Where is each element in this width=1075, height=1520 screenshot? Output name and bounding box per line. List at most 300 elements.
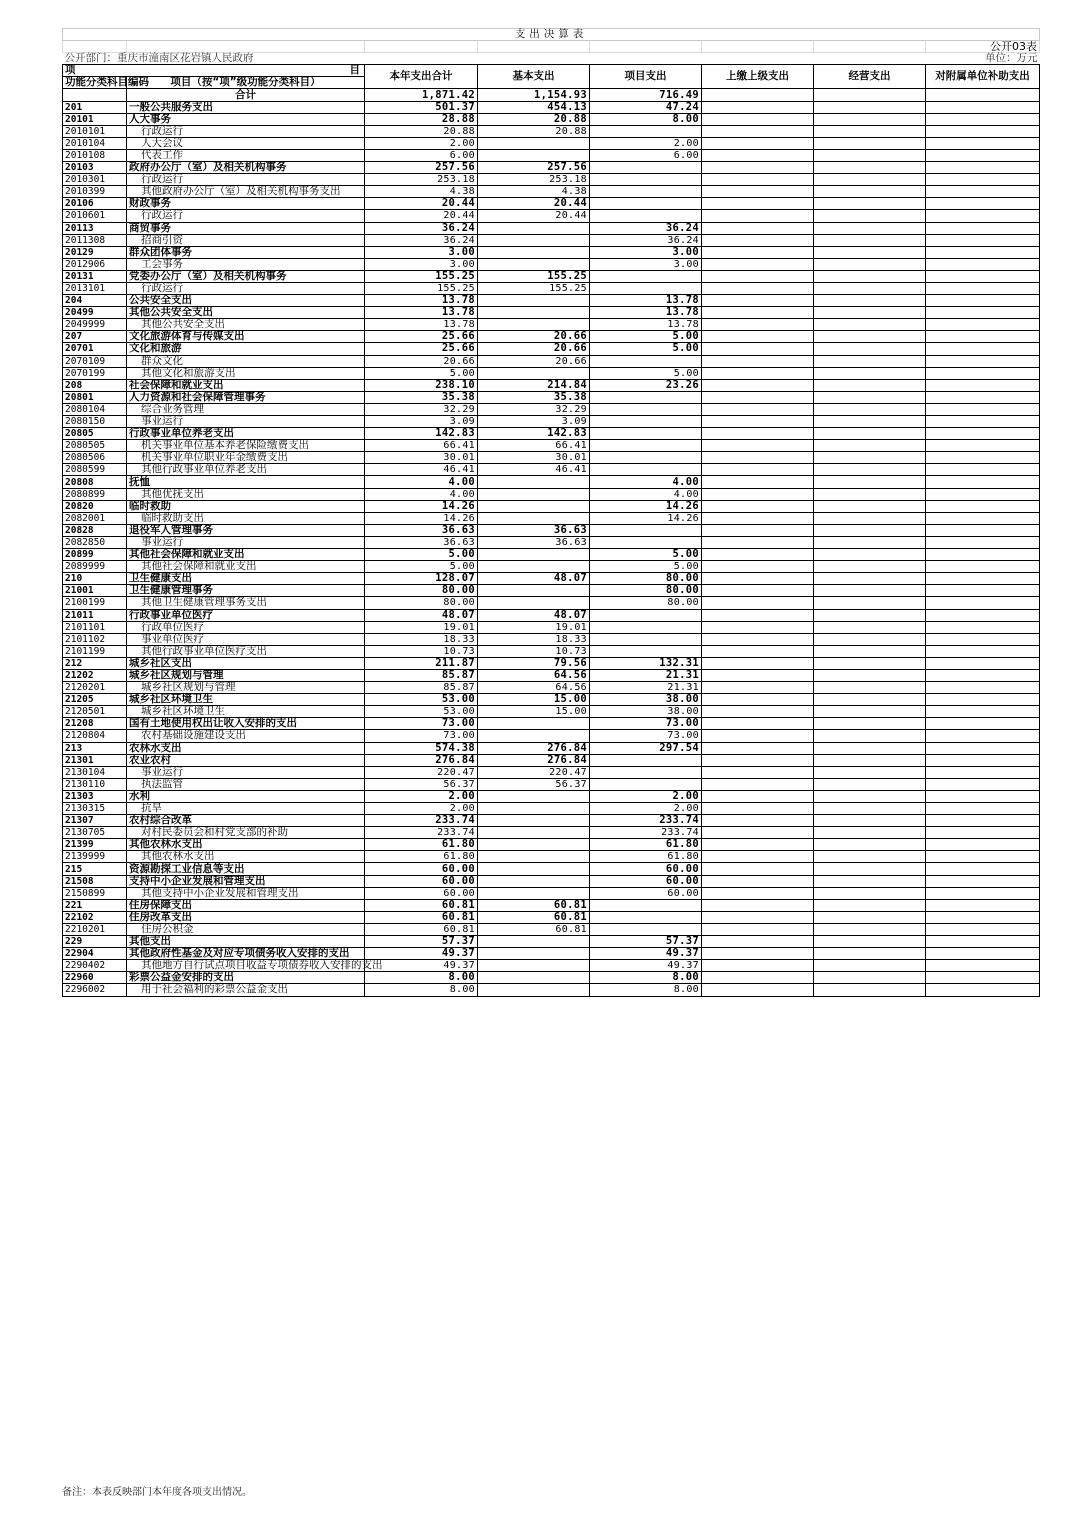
row-total: 80.00 — [365, 585, 478, 597]
header-col-business: 经营支出 — [814, 65, 926, 89]
row-empty-cell — [814, 500, 926, 512]
row-empty-cell — [814, 391, 926, 403]
row-code: 2130110 — [63, 778, 127, 790]
row-empty-cell — [702, 851, 814, 863]
row-code: 2120201 — [63, 682, 127, 694]
row-project — [590, 210, 702, 222]
row-name: 城乡社区规划与管理 — [127, 682, 365, 694]
row-name: 农林水支出 — [127, 742, 365, 754]
row-empty-cell — [926, 887, 1040, 899]
row-total: 4.00 — [365, 488, 478, 500]
row-name: 事业运行 — [127, 766, 365, 778]
row-name: 招商引资 — [127, 234, 365, 246]
row-basic: 142.83 — [478, 428, 590, 440]
row-empty-cell — [702, 282, 814, 294]
row-project: 36.24 — [590, 222, 702, 234]
row-project: 73.00 — [590, 718, 702, 730]
row-total: 49.37 — [365, 948, 478, 960]
row-name: 资源勘探工业信息等支出 — [127, 863, 365, 875]
row-total: 253.18 — [365, 174, 478, 186]
row-project — [590, 911, 702, 923]
row-project — [590, 355, 702, 367]
row-project — [590, 754, 702, 766]
row-code: 2010601 — [63, 210, 127, 222]
row-empty-cell — [926, 923, 1040, 935]
row-basic — [478, 258, 590, 270]
row-empty-cell — [926, 403, 1040, 415]
row-name: 其他农林水支出 — [127, 851, 365, 863]
row-code: 20129 — [63, 246, 127, 258]
row-basic: 4.38 — [478, 186, 590, 198]
row-empty-cell — [702, 742, 814, 754]
table-row — [63, 754, 1040, 766]
row-basic — [478, 500, 590, 512]
row-empty-cell — [926, 391, 1040, 403]
row-code: 229 — [63, 936, 127, 948]
row-project: 8.00 — [590, 113, 702, 125]
table-row — [63, 476, 1040, 488]
row-empty-cell — [814, 234, 926, 246]
row-empty-cell — [926, 125, 1040, 137]
row-empty-cell — [814, 803, 926, 815]
table-row — [63, 766, 1040, 778]
row-project: 73.00 — [590, 730, 702, 742]
row-basic — [478, 246, 590, 258]
row-total: 61.80 — [365, 851, 478, 863]
table-row — [63, 270, 1040, 282]
row-empty-cell — [926, 827, 1040, 839]
row-code: 210 — [63, 573, 127, 585]
row-empty-cell — [702, 754, 814, 766]
row-project: 13.78 — [590, 319, 702, 331]
row-empty-cell — [814, 174, 926, 186]
row-project: 21.31 — [590, 669, 702, 681]
row-empty-cell — [814, 936, 926, 948]
row-basic: 36.63 — [478, 536, 590, 548]
row-basic — [478, 730, 590, 742]
table-row — [63, 416, 1040, 428]
row-basic: 214.84 — [478, 379, 590, 391]
sheet-title: 支出决算表 — [63, 29, 1040, 41]
row-total: 233.74 — [365, 815, 478, 827]
table-row — [63, 524, 1040, 536]
row-code: 20103 — [63, 162, 127, 174]
row-project: 2.00 — [590, 790, 702, 802]
row-empty-cell — [926, 234, 1040, 246]
row-name: 其他社会保障和就业支出 — [127, 549, 365, 561]
row-code: 20499 — [63, 307, 127, 319]
row-total: 2.00 — [365, 790, 478, 802]
table-row — [63, 355, 1040, 367]
row-empty-cell — [814, 512, 926, 524]
row-empty-cell — [814, 488, 926, 500]
row-name: 临时救助支出 — [127, 512, 365, 524]
table-row — [63, 246, 1040, 258]
row-total: 73.00 — [365, 730, 478, 742]
row-project: 6.00 — [590, 149, 702, 161]
row-empty-cell — [926, 210, 1040, 222]
row-project: 38.00 — [590, 694, 702, 706]
row-name: 行政运行 — [127, 125, 365, 137]
row-total: 85.87 — [365, 682, 478, 694]
row-empty-cell — [926, 815, 1040, 827]
row-name: 其他行政事业单位养老支出 — [127, 464, 365, 476]
row-empty-cell — [702, 827, 814, 839]
row-basic — [478, 827, 590, 839]
row-empty-cell — [702, 512, 814, 524]
row-code: 2100199 — [63, 597, 127, 609]
row-empty-cell — [814, 270, 926, 282]
row-code: 2210201 — [63, 923, 127, 935]
row-code: 2080506 — [63, 452, 127, 464]
row-empty-cell — [702, 137, 814, 149]
row-empty-cell — [814, 621, 926, 633]
row-basic: 32.29 — [478, 403, 590, 415]
row-name: 机关事业单位职业年金缴费支出 — [127, 452, 365, 464]
row-total: 60.00 — [365, 863, 478, 875]
row-basic — [478, 972, 590, 984]
row-empty-cell — [814, 839, 926, 851]
row-empty-cell — [814, 911, 926, 923]
row-project — [590, 923, 702, 935]
row-name: 其他地方自行试点项目收益专项债券收入安排的支出 — [127, 960, 365, 972]
row-name: 城乡社区环境卫生 — [127, 706, 365, 718]
row-project — [590, 416, 702, 428]
header-col-basic: 基本支出 — [478, 65, 590, 89]
row-basic: 454.13 — [478, 101, 590, 113]
table-row — [63, 162, 1040, 174]
row-basic — [478, 295, 590, 307]
row-project: 13.78 — [590, 307, 702, 319]
table-row — [63, 101, 1040, 113]
row-basic: 79.56 — [478, 657, 590, 669]
row-empty-cell — [926, 549, 1040, 561]
row-empty-cell — [926, 984, 1040, 996]
row-total: 128.07 — [365, 573, 478, 585]
row-empty-cell — [926, 875, 1040, 887]
row-code: 21508 — [63, 875, 127, 887]
table-row — [63, 597, 1040, 609]
row-empty-cell — [814, 222, 926, 234]
row-empty-cell — [702, 839, 814, 851]
row-name: 财政事务 — [127, 198, 365, 210]
table-row — [63, 210, 1040, 222]
row-code: 21303 — [63, 790, 127, 802]
row-code: 2101199 — [63, 645, 127, 657]
row-total: 36.63 — [365, 524, 478, 536]
row-empty-cell — [702, 790, 814, 802]
row-project: 297.54 — [590, 742, 702, 754]
row-code: 20805 — [63, 428, 127, 440]
row-basic: 155.25 — [478, 282, 590, 294]
row-total: 25.66 — [365, 331, 478, 343]
row-total: 13.78 — [365, 295, 478, 307]
row-code: 2080505 — [63, 440, 127, 452]
row-empty-cell — [702, 706, 814, 718]
row-name: 行政事业单位医疗 — [127, 609, 365, 621]
row-name: 国有土地使用权出让收入安排的支出 — [127, 718, 365, 730]
row-empty-cell — [814, 863, 926, 875]
table-row — [63, 984, 1040, 996]
row-project — [590, 536, 702, 548]
row-name: 卫生健康支出 — [127, 573, 365, 585]
row-name: 文化旅游体育与传媒支出 — [127, 331, 365, 343]
row-name: 人大事务 — [127, 113, 365, 125]
row-name: 其他社会保障和就业支出 — [127, 561, 365, 573]
table-row — [63, 307, 1040, 319]
row-basic: 64.56 — [478, 682, 590, 694]
row-empty-cell — [926, 694, 1040, 706]
row-basic — [478, 367, 590, 379]
row-code: 2130705 — [63, 827, 127, 839]
row-code: 21001 — [63, 585, 127, 597]
table-row — [63, 778, 1040, 790]
header-mu: 目 — [349, 64, 360, 77]
row-empty-cell — [814, 162, 926, 174]
row-basic: 220.47 — [478, 766, 590, 778]
table-row — [63, 367, 1040, 379]
row-empty-cell — [814, 198, 926, 210]
row-empty-cell — [926, 936, 1040, 948]
table-row — [63, 621, 1040, 633]
row-empty-cell — [814, 464, 926, 476]
row-name: 其他文化和旅游支出 — [127, 367, 365, 379]
row-project: 233.74 — [590, 815, 702, 827]
row-total: 53.00 — [365, 706, 478, 718]
row-empty-cell — [814, 984, 926, 996]
row-total: 3.00 — [365, 258, 478, 270]
row-empty-cell — [926, 198, 1040, 210]
row-empty-cell — [926, 524, 1040, 536]
row-name: 抗旱 — [127, 803, 365, 815]
row-empty-cell — [702, 718, 814, 730]
row-empty-cell — [926, 512, 1040, 524]
table-row — [63, 573, 1040, 585]
row-empty-cell — [702, 222, 814, 234]
row-empty-cell — [926, 270, 1040, 282]
row-name: 行政事业单位养老支出 — [127, 428, 365, 440]
row-empty-cell — [926, 416, 1040, 428]
header-xiang: 项 — [65, 64, 76, 77]
row-name: 其他优抚支出 — [127, 488, 365, 500]
row-project: 80.00 — [590, 597, 702, 609]
row-total: 25.66 — [365, 343, 478, 355]
table-row — [63, 923, 1040, 935]
header-col-project: 项目支出 — [590, 65, 702, 89]
row-empty-cell — [814, 923, 926, 935]
row-total: 5.00 — [365, 367, 478, 379]
row-total: 4.38 — [365, 186, 478, 198]
row-project: 14.26 — [590, 512, 702, 524]
row-empty-cell — [814, 754, 926, 766]
row-project — [590, 125, 702, 137]
row-name: 住房改革支出 — [127, 911, 365, 923]
row-project: 5.00 — [590, 343, 702, 355]
row-empty-cell — [702, 391, 814, 403]
row-total: 73.00 — [365, 718, 478, 730]
row-project: 4.00 — [590, 488, 702, 500]
row-code: 21011 — [63, 609, 127, 621]
row-basic — [478, 887, 590, 899]
row-empty-cell — [702, 101, 814, 113]
row-empty-cell — [702, 972, 814, 984]
row-empty-cell — [814, 379, 926, 391]
row-empty-cell — [702, 609, 814, 621]
header-name: 项目（按“项”级功能分类科目） — [127, 77, 365, 89]
row-name: 支持中小企业发展和管理支出 — [127, 875, 365, 887]
row-empty-cell — [926, 307, 1040, 319]
row-project — [590, 645, 702, 657]
form-number: 公开03表 — [926, 41, 1040, 53]
row-project — [590, 440, 702, 452]
table-row — [63, 343, 1040, 355]
row-name: 住房公积金 — [127, 923, 365, 935]
row-project: 47.24 — [590, 101, 702, 113]
row-empty-cell — [702, 573, 814, 585]
row-empty-cell — [702, 379, 814, 391]
row-empty-cell — [926, 899, 1040, 911]
table-row — [63, 815, 1040, 827]
row-total: 49.37 — [365, 960, 478, 972]
row-total: 32.29 — [365, 403, 478, 415]
row-project: 5.00 — [590, 331, 702, 343]
row-empty-cell — [814, 125, 926, 137]
table-row — [63, 948, 1040, 960]
row-empty-cell — [814, 137, 926, 149]
row-empty-cell — [814, 367, 926, 379]
row-project: 3.00 — [590, 258, 702, 270]
table-row — [63, 536, 1040, 548]
table-row — [63, 222, 1040, 234]
row-empty-cell — [814, 585, 926, 597]
row-empty-cell — [814, 875, 926, 887]
row-name: 事业运行 — [127, 416, 365, 428]
row-empty-cell — [702, 536, 814, 548]
row-name: 其他公共安全支出 — [127, 319, 365, 331]
table-row — [63, 730, 1040, 742]
row-empty-cell — [814, 149, 926, 161]
row-project — [590, 633, 702, 645]
row-empty-cell — [814, 742, 926, 754]
table-row — [63, 512, 1040, 524]
row-basic: 276.84 — [478, 742, 590, 754]
row-basic: 48.07 — [478, 573, 590, 585]
row-basic — [478, 803, 590, 815]
row-empty-cell — [814, 766, 926, 778]
row-empty-cell — [814, 343, 926, 355]
row-name: 代表工作 — [127, 149, 365, 161]
row-empty-cell — [702, 367, 814, 379]
row-total: 20.44 — [365, 198, 478, 210]
row-project: 8.00 — [590, 972, 702, 984]
row-basic: 20.66 — [478, 355, 590, 367]
row-name: 社会保障和就业支出 — [127, 379, 365, 391]
row-name: 群众团体事务 — [127, 246, 365, 258]
row-name: 对村民委员会和村党支部的补助 — [127, 827, 365, 839]
row-code: 2010399 — [63, 186, 127, 198]
row-name: 群众文化 — [127, 355, 365, 367]
row-empty-cell — [926, 754, 1040, 766]
row-empty-cell — [702, 343, 814, 355]
table-row — [63, 149, 1040, 161]
row-empty-cell — [926, 101, 1040, 113]
row-total: 14.26 — [365, 512, 478, 524]
row-total: 60.81 — [365, 899, 478, 911]
row-name: 工会事务 — [127, 258, 365, 270]
row-name: 行政单位医疗 — [127, 621, 365, 633]
row-code: 2012906 — [63, 258, 127, 270]
table-row — [63, 198, 1040, 210]
table-row — [63, 379, 1040, 391]
table-row — [63, 137, 1040, 149]
row-empty-cell — [814, 645, 926, 657]
table-row — [63, 803, 1040, 815]
row-total: 80.00 — [365, 597, 478, 609]
row-name: 人力资源和社会保障管理事务 — [127, 391, 365, 403]
row-empty-cell — [814, 887, 926, 899]
row-basic: 257.56 — [478, 162, 590, 174]
row-empty-cell — [926, 149, 1040, 161]
row-name: 综合业务管理 — [127, 403, 365, 415]
row-empty-cell — [702, 295, 814, 307]
row-basic: 10.73 — [478, 645, 590, 657]
row-project — [590, 162, 702, 174]
row-empty-cell — [926, 282, 1040, 294]
row-basic: 20.66 — [478, 331, 590, 343]
row-total: 28.88 — [365, 113, 478, 125]
row-code: 21307 — [63, 815, 127, 827]
row-code: 2010104 — [63, 137, 127, 149]
row-total: 53.00 — [365, 694, 478, 706]
row-empty-cell — [926, 379, 1040, 391]
row-basic — [478, 222, 590, 234]
row-total: 155.25 — [365, 270, 478, 282]
row-code: 22102 — [63, 911, 127, 923]
row-code: 2049999 — [63, 319, 127, 331]
row-empty-cell — [702, 331, 814, 343]
row-total: 220.47 — [365, 766, 478, 778]
row-empty-cell — [926, 428, 1040, 440]
row-empty-cell — [702, 669, 814, 681]
row-basic: 15.00 — [478, 706, 590, 718]
row-empty-cell — [702, 186, 814, 198]
row-total: 10.73 — [365, 645, 478, 657]
row-code: 2089999 — [63, 561, 127, 573]
row-project: 2.00 — [590, 803, 702, 815]
row-empty-cell — [702, 585, 814, 597]
row-project: 36.24 — [590, 234, 702, 246]
row-total: 238.10 — [365, 379, 478, 391]
row-empty-cell — [926, 790, 1040, 802]
row-code: 204 — [63, 295, 127, 307]
row-total: 574.38 — [365, 742, 478, 754]
table-row — [63, 440, 1040, 452]
row-basic: 15.00 — [478, 694, 590, 706]
row-empty-cell — [702, 464, 814, 476]
table-row — [63, 742, 1040, 754]
department-label: 公开部门：重庆市潼南区花岩镇人民政府 — [63, 53, 590, 65]
row-total: 57.37 — [365, 936, 478, 948]
row-total: 60.81 — [365, 923, 478, 935]
row-name: 公共安全支出 — [127, 295, 365, 307]
row-project — [590, 621, 702, 633]
row-total: 61.80 — [365, 839, 478, 851]
row-code: 212 — [63, 657, 127, 669]
row-name: 水利 — [127, 790, 365, 802]
row-empty-cell — [702, 270, 814, 282]
row-empty-cell — [702, 488, 814, 500]
row-total: 36.24 — [365, 222, 478, 234]
